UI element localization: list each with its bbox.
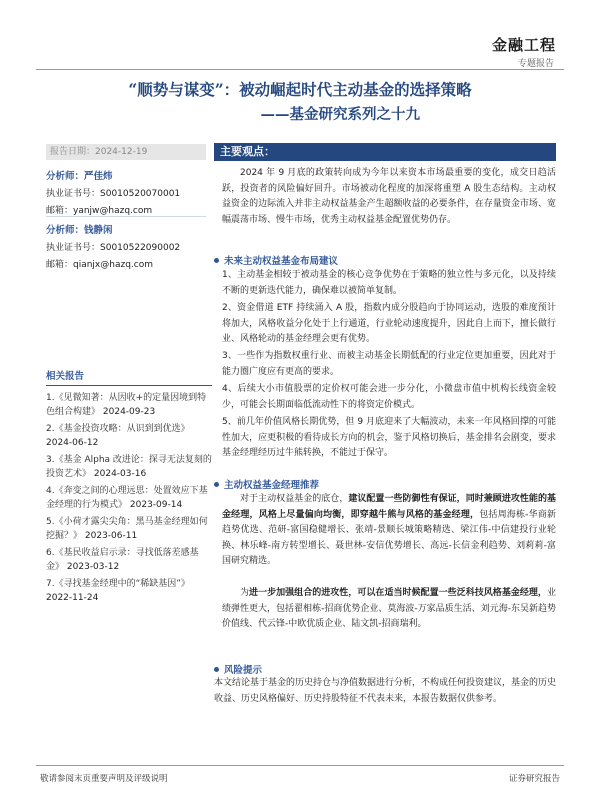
point-item: 3、一些作为指数权重行业、而被主动基金长期低配的行业定位更加重要，因此对于能力圈广度应有更高的要求。 (222, 351, 556, 377)
recommendation-lead: 对于主动权益基金的底仓， (240, 494, 349, 504)
related-report-name: 1.《见微知著：从因收+的定量因境到特色组合构建》 (46, 393, 207, 417)
related-report-name: 3.《基金 Alpha 改进论：探寻无法复刻的投资艺术》 (46, 455, 212, 479)
author-block (46, 222, 206, 270)
recommendation-managers: 业绩弹性更大，包括翟相栋-招商优势企业、莫海波-万家品质生活、刘元海-东吴新趋势价值线、代云锋-中欧优质企业、陆文凯-招商瑞利。 (222, 588, 556, 629)
bullet-dot-icon (214, 667, 219, 672)
related-report-item[interactable] (46, 577, 212, 605)
related-report-name: 4.《奔变之间的心理远思：处置效应下基金经理的行为模式》 (46, 486, 208, 510)
recommendation-paragraph (222, 492, 556, 570)
related-report-item[interactable] (46, 391, 212, 419)
related-report-item[interactable] (46, 453, 212, 481)
related-report-item[interactable] (46, 515, 212, 543)
related-report-name: 7.《寻找基金经理中的“稀缺基因”》 (46, 579, 190, 589)
related-report-date: 2023-03-12 (66, 562, 120, 572)
footer-divider (36, 765, 564, 766)
related-report-item[interactable] (46, 422, 212, 450)
header-divider (36, 69, 564, 70)
section-title: 主动权益基金经理推荐 (224, 480, 320, 491)
author-name: 分析师：钱静闲 (46, 225, 113, 236)
related-report-date: 2024-03-16 (93, 469, 147, 479)
point-item: 5、前几年价值风格长期优势，但 9 月底迎来了大幅波动，未来一年风格回撑的可能性加大，应更积极的看待成长方向的机会，鉴于风格切换后，基金排名会剧变，要求基金经理经历过牛熊转换，不能过于保守。 (222, 417, 556, 458)
section-title: 未来主动权益基金布局建议 (224, 256, 339, 267)
author-email[interactable]: 邮箱：qianjx@hazq.com (46, 260, 153, 270)
bullet-dot-icon (214, 258, 219, 263)
related-report-date: 2024-06-12 (46, 438, 99, 448)
related-reports (46, 368, 212, 608)
author-block (46, 168, 206, 216)
report-date: 报告日期：2024-12-19 (46, 144, 206, 160)
recommendation-lead: 为 (240, 588, 250, 598)
bullet-dot-icon (214, 482, 219, 487)
related-report-date: 2023-06-11 (84, 531, 138, 541)
report-title: “顺势与谋变”：被动崛起时代主动基金的选择策略 (128, 80, 472, 99)
author-email[interactable]: 邮箱：yanjw@hazq.com (46, 206, 153, 216)
related-reports-heading: 相关报告 (46, 368, 212, 386)
recommendation-highlight: 进一步加强组合的进攻性，可以在适当时候配置一些泛科技风格基金经理， (249, 588, 547, 598)
footer-disclaimer: 敬请参阅末页重要声明及评级说明 (40, 774, 168, 784)
author-license: 执业证书号：S0010520070001 (46, 189, 181, 199)
section-heading (214, 477, 556, 491)
related-report-name: 2.《基金投资攻略：从识到到优选》 (46, 424, 190, 434)
point-item: 2、资金借道 ETF 持续涌入 A 股，指数内成分股趋向于协同运动，选股的难度预计将加大，风格收益分化处于上行通道，行业轮动速度提升，因此自上而下，擅长做行业、风格轮动的基金经理会更有优势。 (222, 303, 556, 344)
section-heading (214, 662, 556, 676)
related-report-name: 5.《小荷才露尖尖角：黑马基金经理如何挖掘？》 (46, 517, 208, 541)
author-license: 执业证书号：S0010522090002 (46, 243, 181, 253)
section-title: 风险提示 (224, 665, 263, 676)
risk-paragraph: 本文结论基于基金的历史持仓与净值数据进行分析，不构成任何投资建议，基金的历史收益、历史风格偏好、历史持股特征不代表未来，本报告数据仅供参考。 (214, 678, 557, 704)
report-subtitle: ——基金研究系列之十九 (260, 106, 420, 123)
recommendation-managers: 包括周海栋-华商新趋势优选、范研-富国稳健增长、张靖-景顺长城策略精选、梁江伟-中信建投行业轮换、林乐峰-南方转型增长、聂世林-安信优势增长、高远-长信金利趋势、刘莉莉-富国研究精选。 (222, 509, 556, 566)
point-item: 1、主动基金相较于被动基金的核心竞争优势在于策略的独立性与多元化，以及持续不断的更新迭代能力，确保难以被简单复制。 (222, 270, 556, 296)
related-report-name: 6.《基民收益启示录：寻找低落差感基金》 (46, 548, 199, 572)
author-name: 分析师：严佳炜 (46, 171, 113, 182)
related-report-date: 2024-09-23 (102, 407, 156, 417)
related-report-date: 2022-11-24 (46, 593, 99, 603)
main-points-heading: 主要观点： (214, 143, 556, 161)
footer-label: 证券研究报告 (508, 774, 560, 784)
section-heading (214, 253, 556, 267)
report-type: 专题报告 (517, 59, 554, 69)
related-report-item[interactable] (46, 546, 212, 574)
related-report-date: 2023-09-14 (129, 500, 183, 510)
author-divider (46, 216, 206, 217)
related-report-item[interactable] (46, 484, 212, 512)
brand-title: 金融工程 (491, 36, 556, 54)
point-item: 4、后续大小市值股票的定价权可能会进一步分化，小微盘市值中机构长线资金较少，可能会长期面临低流动性下的将资定价模式。 (222, 384, 556, 410)
recommendation-highlight: 建议配置一些防御性有保证，同时兼顾进攻性能的基金经理，风格上尽量偏向均衡，即穿越牛熊与风格的基金经理， (222, 494, 556, 520)
recommendation-paragraph (222, 586, 556, 633)
intro-paragraph: 2024 年 9 月底的政策转向成为今年以来资本市场最重要的变化，成交日趋活跃，投资者的风险偏好回升。市场被动化程度的加深将重塑 A 股生态结构。主动权益资金的边际流入并非主动权益基金产生超额收益的必要条件，在存量资金市场、宽幅震荡市场、慢牛市场，优秀主动权益基金配置优势仍存。 (222, 168, 556, 225)
